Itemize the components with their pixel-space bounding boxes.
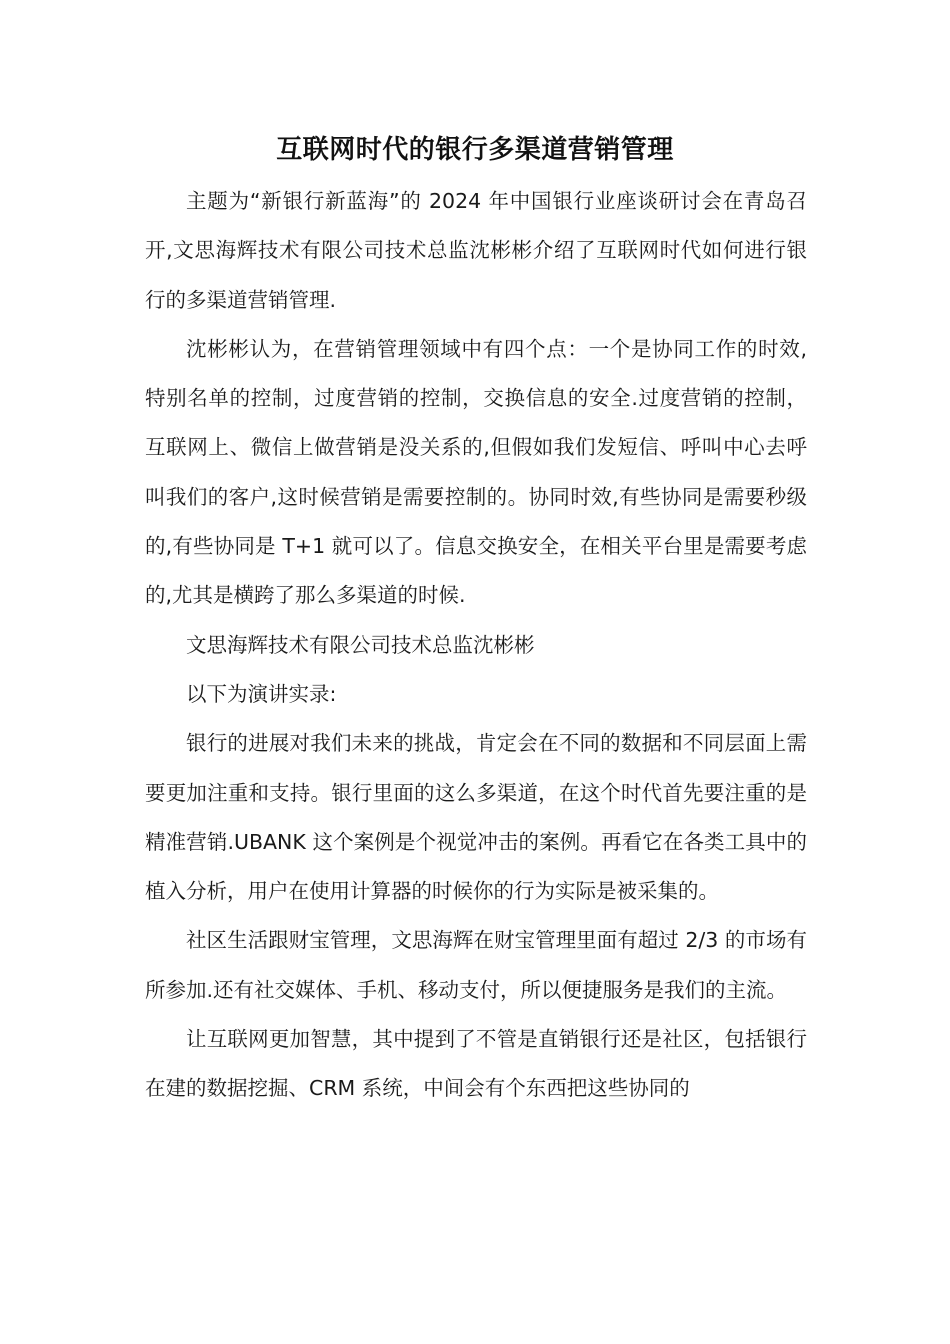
paragraph-intro: 主题为“新银行新蓝海”的 2024 年中国银行业座谈研讨会在青岛召开,文思海辉技术有限公司技术总监沈彬彬介绍了互联网时代如何进行银行的多渠道营销管理. <box>145 189 807 312</box>
paragraph-speaker-caption: 文思海辉技术有限公司技术总监沈彬彬 <box>186 632 535 657</box>
paragraph-wealth-management: 社区生活跟财宝管理，文思海辉在财宝管理里面有超过 2/3 的市场有所参加.还有社交媒体、手机、移动支付，所以便捷服务是我们的主流。 <box>145 928 807 1002</box>
paragraph-four-points: 沈彬彬认为，在营销管理领域中有四个点：一个是协同工作的时效,特别名单的控制，过度营销的控制，交换信息的安全.过度营销的控制，互联网上、微信上做营销是没关系的,但假如我们发短信、呼叫中心去呼叫我们的客户,这时候营销是需要控制的。协同时效,有些协同是需要秒级的,有些协同是 T+1 就可以了。信息交换安全，在相关平台里是需要考虑的,尤其是横跨了那么多渠道的时候. <box>145 336 807 608</box>
document-body <box>145 177 807 1114</box>
document-title: 互联网时代的银行多渠道营销管理 <box>276 135 674 165</box>
paragraph-bank-challenges: 银行的进展对我们未来的挑战，肯定会在不同的数据和不同层面上需要更加注重和支持。银行里面的这么多渠道，在这个时代首先要注重的是精准营销.UBANK 这个案例是个视觉冲击的案例。再看它在各类工具中的植入分析，用户在使用计算器的时候你的行为实际是被采集的。 <box>145 731 807 904</box>
paragraph-smart-internet: 让互联网更加智慧，其中提到了不管是直销银行还是社区，包括银行在建的数据挖掘、CRM 系统，中间会有个东西把这些协同的 <box>145 1027 807 1101</box>
paragraph-transcript-label: 以下为演讲实录: <box>186 681 337 706</box>
